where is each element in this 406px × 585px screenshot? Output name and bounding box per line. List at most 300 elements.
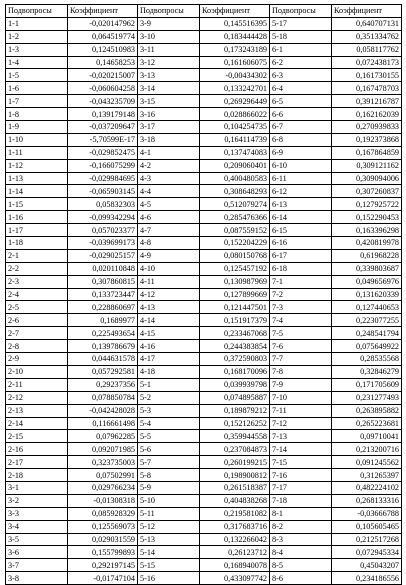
- table-row: [6, 237, 402, 250]
- coefficient-cell: 0,45043207: [332, 559, 402, 572]
- subquestion-cell: 2-4: [6, 288, 68, 301]
- subquestion-cell: 4-6: [138, 211, 200, 224]
- subquestion-cell: 4-9: [138, 249, 200, 262]
- coefficient-cell: 0,171705609: [332, 378, 402, 391]
- subquestion-cell: 5-12: [138, 520, 200, 533]
- subquestion-cell: 6-1: [270, 43, 332, 56]
- subquestion-cell: 6-3: [270, 69, 332, 82]
- table-row: [6, 159, 402, 172]
- coefficient-cell: 0,14658253: [68, 56, 138, 69]
- coefficient-cell: 0,309121162: [332, 159, 402, 172]
- coefficient-cell: 0,029031559: [68, 533, 138, 546]
- coefficient-cell: 0,09710041: [332, 430, 402, 443]
- table-row: [6, 146, 402, 159]
- coefficient-cell: 0,351334762: [332, 30, 402, 43]
- coefficient-cell: -0,00434302: [200, 69, 270, 82]
- column-header-coefficient: Коэффициент: [332, 5, 402, 18]
- coefficient-cell: 0,420819978: [332, 237, 402, 250]
- coefficient-cell: 0,285476366: [200, 211, 270, 224]
- subquestion-cell: 3-4: [6, 520, 68, 533]
- coefficient-cell: 0,339803687: [332, 262, 402, 275]
- coefficient-cell: 0,080150768: [200, 249, 270, 262]
- coefficient-cell: 0,213200716: [332, 443, 402, 456]
- subquestion-cell: 4-3: [138, 172, 200, 185]
- subquestion-cell: 1-4: [6, 56, 68, 69]
- coefficient-cell: 0,209060401: [200, 159, 270, 172]
- coefficient-cell: 0,145516395: [200, 17, 270, 30]
- column-header-coefficient: Коэффициент: [68, 5, 138, 18]
- subquestion-cell: 6-9: [270, 146, 332, 159]
- coefficient-cell: 0,237084873: [200, 443, 270, 456]
- coefficient-cell: -0,060604258: [68, 82, 138, 95]
- subquestion-cell: 5-2: [138, 391, 200, 404]
- coefficient-cell: 0,029766234: [68, 481, 138, 494]
- subquestion-cell: 6-14: [270, 211, 332, 224]
- coefficient-cell: 0,064519774: [68, 30, 138, 43]
- coefficient-cell: 0,137474083: [200, 146, 270, 159]
- subquestion-cell: 4-14: [138, 314, 200, 327]
- coefficient-cell: 0,168170096: [200, 365, 270, 378]
- subquestion-cell: 2-2: [6, 262, 68, 275]
- coefficient-cell: 0,307260837: [332, 185, 402, 198]
- coefficient-cell: 0,072945334: [332, 546, 402, 559]
- coefficient-cell: 0,058117762: [332, 43, 402, 56]
- subquestion-cell: 5-3: [138, 404, 200, 417]
- subquestion-cell: 5-16: [138, 572, 200, 585]
- subquestion-cell: 1-18: [6, 237, 68, 250]
- coefficient-cell: 0,167478703: [332, 82, 402, 95]
- coefficient-cell: 0,127899669: [200, 288, 270, 301]
- coefficient-cell: -0,020147962: [68, 17, 138, 30]
- subquestion-cell: 3-1: [6, 481, 68, 494]
- table-body: [6, 17, 402, 584]
- table-row: [6, 211, 402, 224]
- subquestion-cell: 3-18: [138, 133, 200, 146]
- coefficient-cell: 0,183444428: [200, 30, 270, 43]
- coefficient-cell: 0,057292581: [68, 365, 138, 378]
- coefficient-cell: 0,105605465: [332, 520, 402, 533]
- coefficient-cell: 0,049656976: [332, 275, 402, 288]
- coefficient-cell: 0,104254735: [200, 121, 270, 134]
- subquestion-cell: 1-11: [6, 146, 68, 159]
- subquestion-cell: 3-5: [6, 533, 68, 546]
- subquestion-cell: 6-16: [270, 237, 332, 250]
- table-row: [6, 340, 402, 353]
- coefficient-cell: 0,260199215: [200, 456, 270, 469]
- subquestion-cell: 4-2: [138, 159, 200, 172]
- table-row: [6, 249, 402, 262]
- subquestion-cell: 7-14: [270, 443, 332, 456]
- subquestion-cell: 2-10: [6, 365, 68, 378]
- subquestion-cell: 7-15: [270, 456, 332, 469]
- subquestion-cell: 7-5: [270, 327, 332, 340]
- subquestion-cell: 1-1: [6, 17, 68, 30]
- subquestion-cell: 1-8: [6, 108, 68, 121]
- coefficient-cell: 0,125457192: [200, 262, 270, 275]
- coefficient-cell: -0,039699173: [68, 237, 138, 250]
- subquestion-cell: 3-2: [6, 494, 68, 507]
- subquestion-cell: 2-5: [6, 301, 68, 314]
- table-row: [6, 301, 402, 314]
- subquestion-cell: 5-11: [138, 507, 200, 520]
- coefficient-cell: -0,043235709: [68, 95, 138, 108]
- table-row: [6, 133, 402, 146]
- coefficient-cell: 0,307860815: [68, 275, 138, 288]
- subquestion-cell: 2-7: [6, 327, 68, 340]
- coefficient-cell: 0,248541794: [332, 327, 402, 340]
- subquestion-cell: 4-12: [138, 288, 200, 301]
- subquestion-cell: 5-5: [138, 430, 200, 443]
- subquestion-cell: 1-2: [6, 30, 68, 43]
- subquestion-cell: 3-10: [138, 30, 200, 43]
- table-row: [6, 507, 402, 520]
- table-row: [6, 417, 402, 430]
- subquestion-cell: 3-9: [138, 17, 200, 30]
- column-header-subquestions: Подвопросы: [270, 5, 332, 18]
- coefficient-cell: 0,127925722: [332, 198, 402, 211]
- coefficient-cell: 0,091245562: [332, 456, 402, 469]
- coefficient-cell: 0,192373868: [332, 133, 402, 146]
- subquestion-cell: 2-16: [6, 443, 68, 456]
- subquestion-cell: 5-17: [270, 17, 332, 30]
- subquestion-cell: 6-7: [270, 121, 332, 134]
- table-row: [6, 95, 402, 108]
- subquestion-cell: 4-5: [138, 198, 200, 211]
- column-header-subquestions: Подвопросы: [6, 5, 68, 18]
- coefficient-cell: 0,234186556: [332, 572, 402, 585]
- coefficient-cell: 0,261518387: [200, 481, 270, 494]
- subquestion-cell: 3-8: [6, 572, 68, 585]
- subquestion-cell: 1-17: [6, 224, 68, 237]
- subquestion-cell: 5-10: [138, 494, 200, 507]
- table-row: [6, 172, 402, 185]
- subquestion-cell: 2-13: [6, 404, 68, 417]
- subquestion-cell: 2-8: [6, 340, 68, 353]
- table-row: [6, 533, 402, 546]
- table-row: [6, 572, 402, 585]
- coefficient-cell: 0,05832303: [68, 198, 138, 211]
- coefficient-cell: 0,26123712: [200, 546, 270, 559]
- subquestion-cell: 4-1: [138, 146, 200, 159]
- table-row: [6, 443, 402, 456]
- coefficient-cell: 0,152126252: [200, 417, 270, 430]
- table-row: [6, 353, 402, 366]
- coefficient-cell: -5,70599E-17: [68, 133, 138, 146]
- coefficient-cell: 0,292197145: [68, 559, 138, 572]
- subquestion-cell: 7-7: [270, 353, 332, 366]
- subquestion-cell: 4-10: [138, 262, 200, 275]
- subquestion-cell: 3-15: [138, 95, 200, 108]
- subquestion-cell: 6-12: [270, 185, 332, 198]
- subquestion-cell: 7-10: [270, 391, 332, 404]
- column-header-coefficient: Коэффициент: [200, 5, 270, 18]
- subquestion-cell: 1-6: [6, 82, 68, 95]
- subquestion-cell: 1-5: [6, 69, 68, 82]
- coefficient-cell: 0,1689977: [68, 314, 138, 327]
- table-row: [6, 262, 402, 275]
- coefficient-cell: 0,151917379: [200, 314, 270, 327]
- subquestion-cell: 8-4: [270, 546, 332, 559]
- subquestion-cell: 1-13: [6, 172, 68, 185]
- subquestion-cell: 2-11: [6, 378, 68, 391]
- subquestion-cell: 3-11: [138, 43, 200, 56]
- coefficient-cell: 0,161730155: [332, 69, 402, 82]
- coefficient-cell: 0,127440653: [332, 301, 402, 314]
- subquestion-cell: 6-15: [270, 224, 332, 237]
- subquestion-cell: 4-7: [138, 224, 200, 237]
- subquestion-cell: 5-15: [138, 559, 200, 572]
- coefficient-cell: -0,029852475: [68, 146, 138, 159]
- subquestion-cell: 2-12: [6, 391, 68, 404]
- table-row: [6, 17, 402, 30]
- subquestion-cell: 6-6: [270, 108, 332, 121]
- table-row: [6, 69, 402, 82]
- subquestion-cell: 6-13: [270, 198, 332, 211]
- table-row: [6, 121, 402, 134]
- subquestion-cell: 2-9: [6, 353, 68, 366]
- coefficient-cell: -0,01308318: [68, 494, 138, 507]
- subquestion-cell: 2-17: [6, 456, 68, 469]
- coefficient-cell: -0,065903145: [68, 185, 138, 198]
- subquestion-cell: 1-16: [6, 211, 68, 224]
- subquestion-cell: 1-10: [6, 133, 68, 146]
- subquestion-cell: 5-8: [138, 469, 200, 482]
- coefficient-cell: 0,212517268: [332, 533, 402, 546]
- coefficient-cell: 0,078850784: [68, 391, 138, 404]
- coefficient-cell: -0,166075299: [68, 159, 138, 172]
- coefficient-cell: 0,075649922: [332, 340, 402, 353]
- subquestion-cell: 7-2: [270, 288, 332, 301]
- subquestion-cell: 4-17: [138, 353, 200, 366]
- coefficient-cell: 0,155799893: [68, 546, 138, 559]
- coefficient-cell: 0,269296449: [200, 95, 270, 108]
- coefficient-cell: 0,231277493: [332, 391, 402, 404]
- subquestion-cell: 3-13: [138, 69, 200, 82]
- coefficient-cell: 0,317683716: [200, 520, 270, 533]
- column-header-subquestions: Подвопросы: [138, 5, 200, 18]
- subquestion-cell: 5-7: [138, 456, 200, 469]
- coefficient-cell: 0,092071985: [68, 443, 138, 456]
- subquestion-cell: 7-6: [270, 340, 332, 353]
- coefficient-cell: 0,372590803: [200, 353, 270, 366]
- coefficient-cell: 0,072438173: [332, 56, 402, 69]
- subquestion-cell: 3-17: [138, 121, 200, 134]
- subquestion-cell: 4-11: [138, 275, 200, 288]
- subquestion-cell: 4-15: [138, 327, 200, 340]
- subquestion-cell: 2-15: [6, 430, 68, 443]
- table-row: [6, 108, 402, 121]
- table-row: [6, 198, 402, 211]
- subquestion-cell: 2-3: [6, 275, 68, 288]
- subquestion-cell: 6-18: [270, 262, 332, 275]
- coefficient-cell: 0,139179148: [68, 108, 138, 121]
- subquestion-cell: 5-14: [138, 546, 200, 559]
- subquestion-cell: 7-1: [270, 275, 332, 288]
- subquestion-cell: 1-9: [6, 121, 68, 134]
- subquestion-cell: 7-16: [270, 469, 332, 482]
- coefficient-cell: 0,152290453: [332, 211, 402, 224]
- table-row: [6, 520, 402, 533]
- coefficient-cell: 0,085928329: [68, 507, 138, 520]
- subquestion-cell: 4-13: [138, 301, 200, 314]
- subquestion-cell: 3-3: [6, 507, 68, 520]
- subquestion-cell: 8-1: [270, 507, 332, 520]
- coefficient-cell: 0,162162039: [332, 108, 402, 121]
- coefficient-cell: 0,087559152: [200, 224, 270, 237]
- coefficient-cell: 0,139786679: [68, 340, 138, 353]
- table-row: [6, 314, 402, 327]
- coefficient-cell: 0,404838268: [200, 494, 270, 507]
- subquestion-cell: 4-16: [138, 340, 200, 353]
- subquestion-cell: 5-9: [138, 481, 200, 494]
- coefficient-cell: 0,29237356: [68, 378, 138, 391]
- coefficient-cell: 0,359944558: [200, 430, 270, 443]
- subquestion-cell: 7-4: [270, 314, 332, 327]
- coefficient-cell: 0,640707131: [332, 17, 402, 30]
- subquestion-cell: 8-5: [270, 559, 332, 572]
- coefficient-cell: 0,31265397: [332, 469, 402, 482]
- subquestion-cell: 7-12: [270, 417, 332, 430]
- coefficient-cell: 0,228860697: [68, 301, 138, 314]
- subquestion-cell: 6-2: [270, 56, 332, 69]
- coefficient-cell: 0,265223681: [332, 417, 402, 430]
- coefficient-cell: 0,173243189: [200, 43, 270, 56]
- coefficient-cell: 0,198900812: [200, 469, 270, 482]
- coefficient-cell: -0,099342294: [68, 211, 138, 224]
- subquestion-cell: 8-6: [270, 572, 332, 585]
- subquestion-cell: 3-14: [138, 82, 200, 95]
- table-row: [6, 481, 402, 494]
- coefficient-cell: 0,133242701: [200, 82, 270, 95]
- coefficient-cell: 0,309094006: [332, 172, 402, 185]
- subquestion-cell: 5-13: [138, 533, 200, 546]
- coefficient-cell: -0,03666788: [332, 507, 402, 520]
- coefficient-cell: 0,323735003: [68, 456, 138, 469]
- subquestion-cell: 5-18: [270, 30, 332, 43]
- subquestion-cell: 3-16: [138, 108, 200, 121]
- table-row: [6, 224, 402, 237]
- coefficient-cell: 0,121447501: [200, 301, 270, 314]
- coefficient-cell: 0,167864859: [332, 146, 402, 159]
- table-row: [6, 327, 402, 340]
- subquestion-cell: 2-18: [6, 469, 68, 482]
- coefficient-cell: 0,32846279: [332, 365, 402, 378]
- table-row: [6, 365, 402, 378]
- coefficient-cell: 0,057023377: [68, 224, 138, 237]
- table-row: [6, 56, 402, 69]
- table-row: [6, 494, 402, 507]
- subquestion-cell: 2-14: [6, 417, 68, 430]
- coefficient-cell: 0,163396298: [332, 224, 402, 237]
- table-row: [6, 430, 402, 443]
- table-row: [6, 82, 402, 95]
- header-row: [6, 5, 402, 18]
- coefficient-cell: 0,268133316: [332, 494, 402, 507]
- coefficient-cell: 0,168940078: [200, 559, 270, 572]
- coefficient-cell: 0,233467068: [200, 327, 270, 340]
- subquestion-cell: 3-6: [6, 546, 68, 559]
- coefficient-cell: 0,189879212: [200, 404, 270, 417]
- table-row: [6, 275, 402, 288]
- subquestion-cell: 1-12: [6, 159, 68, 172]
- coefficient-cell: 0,130987969: [200, 275, 270, 288]
- coefficient-cell: 0,124510983: [68, 43, 138, 56]
- coefficient-cell: 0,308648293: [200, 185, 270, 198]
- subquestion-cell: 6-11: [270, 172, 332, 185]
- coefficient-cell: 0,400480583: [200, 172, 270, 185]
- table-row: [6, 469, 402, 482]
- subquestion-cell: 1-3: [6, 43, 68, 56]
- table-row: [6, 404, 402, 417]
- subquestion-cell: 6-5: [270, 95, 332, 108]
- coefficient-cell: 0,125569073: [68, 520, 138, 533]
- coefficient-cell: 0,225493654: [68, 327, 138, 340]
- coefficient-cell: 0,07962285: [68, 430, 138, 443]
- subquestion-cell: 1-7: [6, 95, 68, 108]
- coefficient-cell: 0,044631578: [68, 353, 138, 366]
- subquestion-cell: 7-8: [270, 365, 332, 378]
- coefficient-cell: 0,074895887: [200, 391, 270, 404]
- coefficient-cell: 0,039939798: [200, 378, 270, 391]
- subquestion-cell: 6-8: [270, 133, 332, 146]
- coefficient-cell: -0,01747104: [68, 572, 138, 585]
- subquestion-cell: 2-1: [6, 249, 68, 262]
- subquestion-cell: 4-4: [138, 185, 200, 198]
- table-row: [6, 378, 402, 391]
- subquestion-cell: 2-6: [6, 314, 68, 327]
- coefficient-cell: 0,28535568: [332, 353, 402, 366]
- subquestion-cell: 7-3: [270, 301, 332, 314]
- coefficient-cell: 0,133723447: [68, 288, 138, 301]
- coefficient-cell: 0,164114739: [200, 133, 270, 146]
- coefficients-table: [5, 4, 402, 585]
- document-page: [5, 4, 402, 585]
- coefficient-cell: -0,020215007: [68, 69, 138, 82]
- coefficient-cell: 0,116661498: [68, 417, 138, 430]
- subquestion-cell: 8-3: [270, 533, 332, 546]
- subquestion-cell: 7-9: [270, 378, 332, 391]
- table-row: [6, 559, 402, 572]
- coefficient-cell: 0,244383854: [200, 340, 270, 353]
- subquestion-cell: 5-4: [138, 417, 200, 430]
- subquestion-cell: 3-12: [138, 56, 200, 69]
- coefficient-cell: 0,07502991: [68, 469, 138, 482]
- coefficient-cell: 0,263895882: [332, 404, 402, 417]
- coefficient-cell: -0,037209647: [68, 121, 138, 134]
- coefficient-cell: -0,029025157: [68, 249, 138, 262]
- coefficient-cell: 0,223077255: [332, 314, 402, 327]
- table-row: [6, 43, 402, 56]
- subquestion-cell: 7-18: [270, 494, 332, 507]
- coefficient-cell: 0,219581082: [200, 507, 270, 520]
- table-row: [6, 185, 402, 198]
- coefficient-cell: 0,512079274: [200, 198, 270, 211]
- subquestion-cell: 6-17: [270, 249, 332, 262]
- subquestion-cell: 1-15: [6, 198, 68, 211]
- subquestion-cell: 4-18: [138, 365, 200, 378]
- subquestion-cell: 7-11: [270, 404, 332, 417]
- subquestion-cell: 4-8: [138, 237, 200, 250]
- subquestion-cell: 5-1: [138, 378, 200, 391]
- coefficient-cell: 0,028866022: [200, 108, 270, 121]
- subquestion-cell: 6-4: [270, 82, 332, 95]
- subquestion-cell: 3-7: [6, 559, 68, 572]
- coefficient-cell: -0,042428028: [68, 404, 138, 417]
- subquestion-cell: 7-17: [270, 481, 332, 494]
- coefficient-cell: 0,152204229: [200, 237, 270, 250]
- coefficient-cell: 0,131620339: [332, 288, 402, 301]
- coefficient-cell: 0,132266042: [200, 533, 270, 546]
